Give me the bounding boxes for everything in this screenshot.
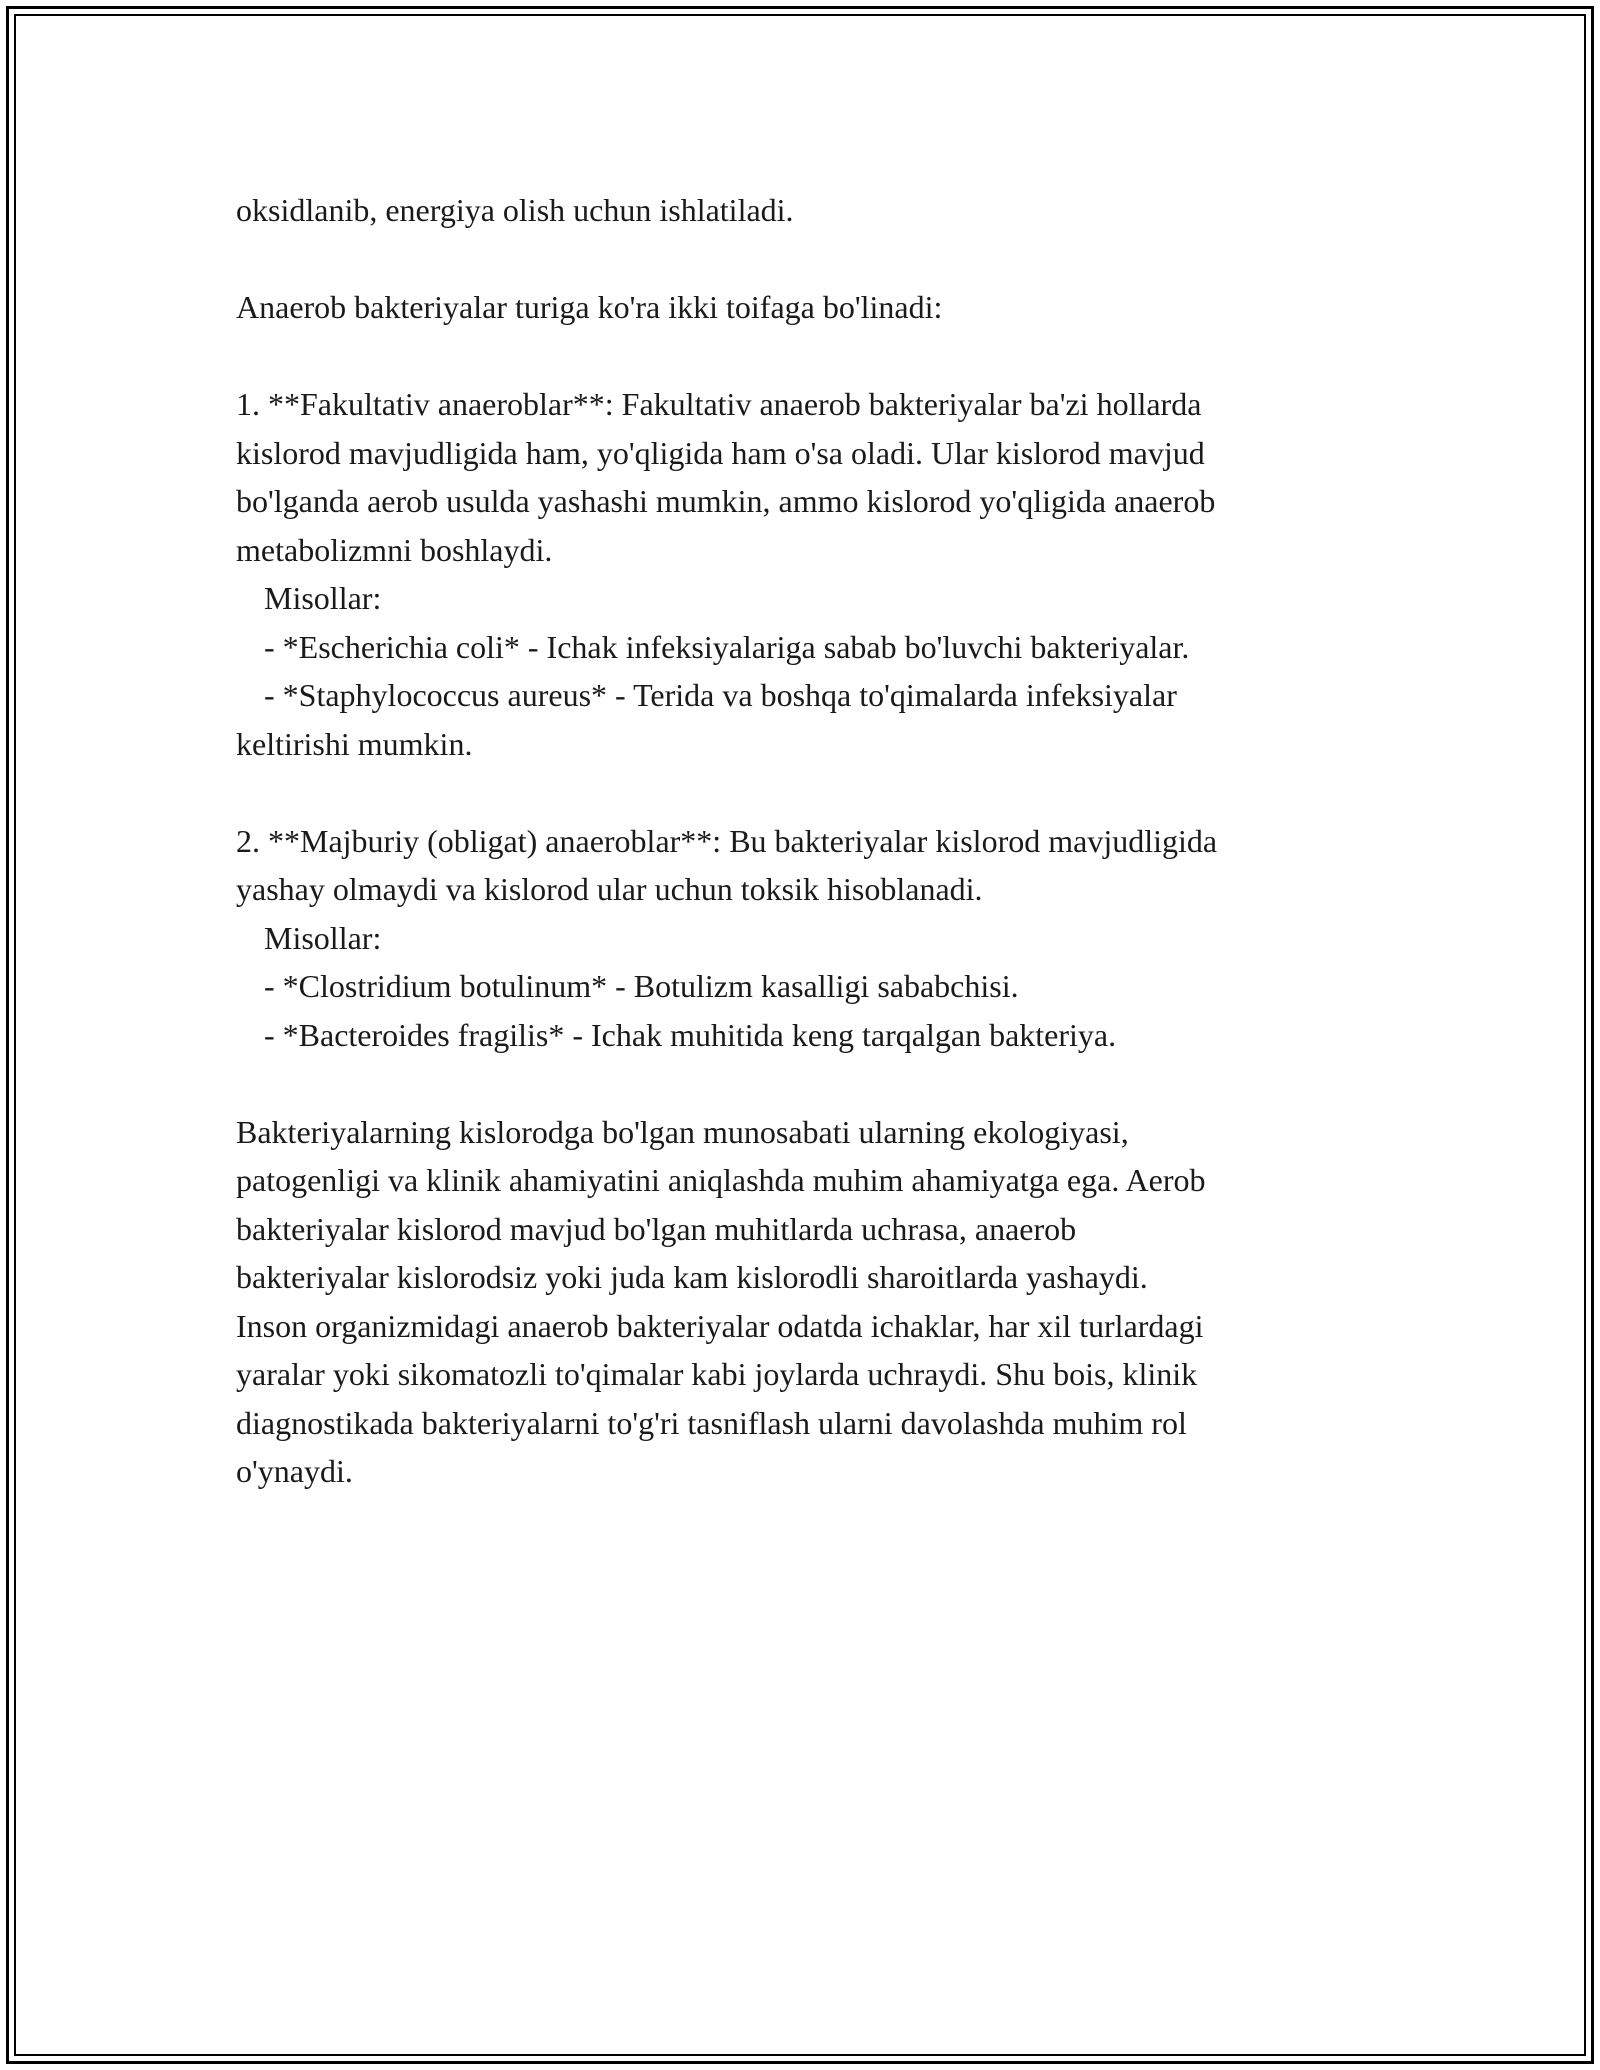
conclusion-line-5: Inson organizmidagi anaerob bakteriyalar odatda ichaklar, har xil turlardagi: [236, 1307, 1204, 1344]
facultative-line-1: 1. **Fakultativ anaeroblar**: Fakultativ anaerob bakteriyalar ba'zi hollarda: [236, 386, 1202, 422]
facultative-line-4: metabolizmni boshlaydi.: [236, 531, 553, 568]
paragraph-gap: [236, 332, 1376, 381]
facultative-line-3: bo'lganda aerob usulda yashashi mumkin, ammo kislorod yo'qligida anaerob: [236, 483, 1216, 519]
paragraph-gap: [236, 768, 1376, 817]
obligate-example-2: - *Bacteroides fragilis* - Ichak muhitida keng tarqalgan bakteriya.: [264, 1016, 1117, 1053]
conclusion-line-1: Bakteriyalarning kislorodga bo'lgan munosabati ularning ekologiyasi,: [236, 1113, 1129, 1150]
types-intro-line: Anaerob bakteriyalar turiga ko'ra ikki toifaga bo'linadi:: [236, 289, 943, 325]
conclusion-line-7: diagnostikada bakteriyalarni to'g'ri tasniflash ularni davolashda muhim rol: [236, 1404, 1187, 1441]
intro-tail-line: oksidlanib, energiya olish uchun ishlatiladi.: [236, 192, 794, 228]
conclusion-line-2: patogenligi va klinik ahamiyatini aniqlashda muhim ahamiyatga ega. Aerob: [236, 1162, 1206, 1198]
conclusion-line-4: bakteriyalar kislorodsiz yoki juda kam kislorodli sharoitlarda yashaydi.: [236, 1259, 1148, 1295]
facultative-example-2-cont: keltirishi mumkin.: [236, 725, 473, 762]
document-body: [236, 186, 1376, 1496]
obligate-line-1: 2. **Majburiy (obligat) anaeroblar**: Bu bakteriyalar kislorod mavjudligida: [236, 822, 1218, 859]
obligate-example-1: - *Clostridium botulinum* - Botulizm kasalligi sababchisi.: [264, 968, 1019, 1004]
facultative-example-2: - *Staphylococcus aureus* - Terida va boshqa to'qimalarda infeksiyalar: [264, 677, 1177, 713]
conclusion-line-6: yaralar yoki sikomatozli to'qimalar kabi joylarda uchraydi. Shu bois, klinik: [236, 1356, 1198, 1392]
facultative-example-1: - *Escherichia coli* - Ichak infeksiyalariga sabab bo'luvchi bakteriyalar.: [264, 628, 1190, 665]
conclusion-line-3: bakteriyalar kislorod mavjud bo'lgan muhitlarda uchrasa, anaerob: [236, 1210, 1077, 1247]
obligate-line-2: yashay olmaydi va kislorod ular uchun toksik hisoblanadi.: [236, 871, 983, 907]
facultative-line-2: kislorod mavjudligida ham, yo'qligida ham o'sa oladi. Ular kislorod mavjud: [236, 434, 1205, 471]
facultative-examples-label: Misollar:: [264, 580, 382, 616]
conclusion-line-8: o'ynaydi.: [236, 1453, 353, 1489]
obligate-examples-label: Misollar:: [264, 919, 382, 956]
paragraph-gap: [236, 1059, 1376, 1108]
paragraph-gap: [236, 235, 1376, 284]
